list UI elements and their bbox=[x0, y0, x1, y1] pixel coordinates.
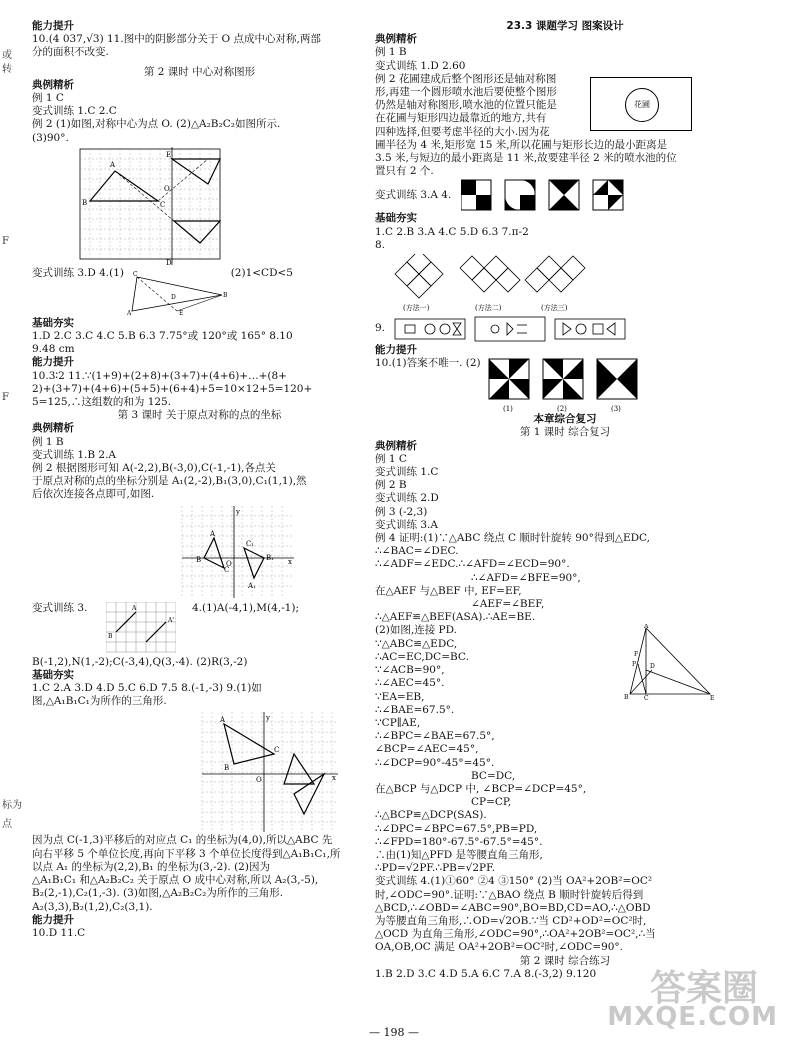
answer-line: ∴PD=√2PF.∴PB=√2PF. bbox=[375, 862, 496, 875]
svg-text:A: A bbox=[644, 624, 649, 631]
svg-text:D: D bbox=[171, 293, 177, 301]
answer-line: 四种选择,但要考虑半径的大小.因为花 bbox=[375, 125, 550, 138]
svg-text:x: x bbox=[288, 557, 292, 566]
svg-text:E: E bbox=[179, 309, 184, 317]
section-heading: 典例精析 bbox=[32, 422, 74, 435]
flower-bed-figure bbox=[590, 77, 692, 131]
answer-line bbox=[375, 178, 755, 212]
pinwheel-patterns-figure bbox=[487, 357, 647, 413]
answer-line: (2)如图,连接 PD. bbox=[375, 624, 457, 637]
answer-line: 变式训练 4.(1)①60° ②4 ③150° (2)当 OA²+2OB²=OC² bbox=[375, 875, 653, 888]
section-heading: 能力提升 bbox=[32, 356, 74, 369]
answer-line: 于原点对称的点的坐标分别是 A₁(2,-2),B₁(3,0),C₁(1,1),然 bbox=[32, 475, 307, 488]
answer-line: 例 1 B bbox=[375, 46, 407, 59]
edge-char: F bbox=[2, 236, 9, 247]
section-heading: 基础夯实 bbox=[32, 316, 74, 329]
svg-text:C: C bbox=[160, 200, 166, 209]
answer-line: 在△AEF 与△BEF 中, EF=EF, bbox=[375, 584, 522, 597]
svg-text:F: F bbox=[634, 651, 639, 659]
svg-text:C: C bbox=[644, 695, 649, 701]
answer-line: ∴∠BAC=∠DEC. bbox=[375, 545, 459, 558]
svg-text:A: A bbox=[210, 529, 216, 538]
left-edge-bleed bbox=[0, 0, 30, 1042]
svg-text:E: E bbox=[710, 695, 715, 701]
svg-text:C: C bbox=[133, 270, 138, 278]
answer-line: 1.D 2.C 3.C 4.C 5.B 6.3 7.75°或 120°或 165° 8.10 bbox=[32, 330, 293, 343]
answer-text: 变式训练 3.A 4. bbox=[375, 188, 452, 201]
answer-line: ∴AC=EC,DC=BC. bbox=[375, 650, 469, 663]
answer-line: 1.C 2.A 3.D 4.D 5.C 6.D 7.5 8.(-1,-3) 9.(1)如 bbox=[32, 682, 262, 695]
answer-line: 时,∠ODC=90°.证明:∵△BAO 绕点 B 顺时针旋转后得到 bbox=[375, 888, 644, 901]
section-heading: 能力提升 bbox=[375, 344, 417, 357]
lesson-title: 第 3 课时 关于原点对称的点的坐标 bbox=[117, 409, 282, 422]
svg-text:C: C bbox=[224, 565, 230, 574]
answer-line: 9.48 cm bbox=[32, 343, 75, 356]
geometry-proof-figure bbox=[620, 624, 720, 700]
svg-text:O: O bbox=[226, 559, 232, 568]
svg-text:B: B bbox=[196, 555, 202, 564]
answer-line: △OCD 为直角三角形,∠ODC=90°,∴OA²+2OB²=OC²,∴当 bbox=[375, 928, 656, 941]
grid-figure-central-symmetry bbox=[32, 147, 367, 265]
edge-char: 转 bbox=[2, 64, 12, 75]
method-label: (方法二) bbox=[475, 304, 502, 313]
edge-char: 或 bbox=[2, 50, 12, 61]
watermark-bottom: MXQE.COM bbox=[607, 1002, 778, 1032]
answer-line: 10.3∶2 11.∵(1+9)+(2+8)+(3+7)+(4+6)+…+(8+ bbox=[32, 369, 287, 382]
section-heading: 能力提升 bbox=[32, 20, 74, 32]
answer-line: 变式训练 1.C bbox=[375, 466, 439, 479]
answer-line: 1.C 2.B 3.A 4.C 5.D 6.3 7.π-2 bbox=[375, 225, 529, 238]
answer-line: 变式训练 1.B 2.A bbox=[32, 448, 117, 461]
answer-line: 因为点 C(-1,3)平移后的对应点 C₁ 的坐标为(4,0),所以△ABC 先 bbox=[32, 834, 333, 847]
svg-text:B: B bbox=[224, 764, 230, 773]
answer-line: ∴由(1)知△PFD 是等腰直角三角形, bbox=[375, 848, 543, 861]
answer-line: 形,再建一个圆形喷水池后要使整个图形 bbox=[375, 86, 557, 99]
watermark-top: 答案圈 bbox=[649, 968, 758, 1009]
answer-line: ∠BCP=∠AEC=45°, bbox=[375, 743, 479, 756]
answer-line: (3)90°. bbox=[32, 131, 69, 144]
svg-text:D: D bbox=[166, 258, 172, 265]
left-column bbox=[32, 20, 367, 940]
answer-line: ∠AEF=∠BEF, bbox=[471, 598, 545, 611]
answer-line: 变式训练 3.A bbox=[375, 518, 438, 531]
svg-text:O: O bbox=[164, 184, 170, 193]
edge-char: 点 bbox=[2, 819, 12, 830]
answer-line: ∴∠AFD=∠BFE=90°, bbox=[471, 571, 581, 584]
answer-line: 变式训练 1.C 2.C bbox=[32, 105, 117, 118]
answer-line: 3.5 米,与短边的最小距离是 11 米,故要建半径 2 米的喷水池的位 bbox=[375, 152, 677, 165]
answer-line: 后依次连接各点即可,如图. bbox=[32, 488, 155, 501]
example-with-figure bbox=[375, 73, 755, 139]
answer-line bbox=[32, 267, 367, 317]
answer-line: 10.D 11.C bbox=[32, 926, 86, 939]
svg-text:O: O bbox=[256, 776, 262, 785]
svg-text:A: A bbox=[132, 604, 137, 612]
answer-line: A₂(3,3),B₂(1,2),C₂(3,1). bbox=[32, 900, 153, 913]
answer-line: 8. bbox=[375, 238, 386, 251]
answer-line: ∵∠ACB=90°, bbox=[375, 664, 445, 677]
pattern-label: (1) bbox=[502, 405, 513, 414]
svg-text:E: E bbox=[166, 150, 172, 159]
section-heading: 典例精析 bbox=[32, 78, 74, 91]
answer-text: 变式训练 3.D 4.(1) bbox=[32, 266, 125, 279]
edge-char: 标为 bbox=[2, 800, 22, 811]
answer-line: ∴∠FPD=180°-67.5°-67.5°=45°. bbox=[375, 835, 543, 848]
right-column bbox=[375, 20, 755, 981]
answer-line: 例 2 根据图形可知 A(-2,2),B(-3,0),C(-1,-1),各点关 bbox=[32, 462, 276, 475]
page-number: — 198 — bbox=[369, 1026, 419, 1039]
answer-text: 变式训练 3. bbox=[32, 601, 88, 614]
svg-text:A: A bbox=[127, 309, 132, 317]
answer-line: ∵△ABC≌△EDC, bbox=[375, 637, 458, 650]
answer-line: 例 1 C bbox=[375, 452, 407, 465]
answer-line: B(-1,2),N(1,-2);C(-3,4),Q(3,-4). (2)R(3,-2) bbox=[32, 655, 248, 668]
answer-line: ∵CP∥AE, bbox=[375, 716, 421, 729]
answer-text: 10.(1)答案不唯一. (2) bbox=[375, 357, 481, 370]
answer-line: 例 2 (1)如图,对称中心为点 O. (2)△A₂B₂C₂如图所示. bbox=[32, 118, 281, 131]
svg-text:D: D bbox=[650, 663, 655, 671]
section-heading: 基础夯实 bbox=[32, 668, 74, 681]
svg-text:C₁: C₁ bbox=[246, 539, 255, 548]
svg-text:A: A bbox=[220, 716, 226, 725]
proof-with-figure bbox=[375, 624, 755, 769]
svg-text:A: A bbox=[110, 160, 116, 169]
svg-text:A₁: A₁ bbox=[248, 581, 256, 590]
svg-text:P: P bbox=[632, 661, 637, 669]
answer-line: 以点 A₁ 的坐标为(2,2),B₁ 的坐标为(3,-2). (2)因为 bbox=[32, 860, 270, 873]
section-heading: 基础夯实 bbox=[375, 212, 417, 225]
answer-line: 向右平移 5 个单位长度,再向下平移 3 个单位长度得到△A₁B₁C₁,所 bbox=[32, 847, 341, 860]
section-heading: 典例精析 bbox=[375, 33, 417, 46]
answer-line: 例 2 B bbox=[375, 479, 407, 492]
answer-line: ∴△AEF≌△BEF(ASA).∴AE=BE. bbox=[375, 611, 536, 624]
answer-line: ∴∠BAE=67.5°. bbox=[375, 703, 455, 716]
answer-text: (2)1<CD<5 bbox=[230, 266, 293, 279]
answer-line: 变式训练 1.D 2.60 bbox=[375, 59, 466, 72]
svg-text:B: B bbox=[108, 632, 113, 640]
answer-line: 例 3 (-2,3) bbox=[375, 505, 428, 518]
answer-line: ∴∠ADF=∠EDC.∴∠AFD=∠ECD=90°. bbox=[375, 558, 570, 571]
answer-line: △BCD,∴∠OBD=∠ABC=90°,BO=BD,CD=AO,∴△OBD bbox=[375, 901, 651, 914]
answer-line: 2)+(3+7)+(4+6)+(5+5)+(6+4)+5=10×12+5=120+ bbox=[32, 382, 313, 395]
section-heading: 典例精析 bbox=[375, 439, 417, 452]
answer-text: 9. bbox=[375, 322, 386, 335]
lesson-title: 第 2 课时 综合练习 bbox=[519, 954, 611, 967]
chapter-review-title: 本章综合复习 bbox=[533, 413, 597, 426]
coordinate-grid-figure bbox=[32, 504, 367, 600]
lesson-title: 第 2 课时 中心对称图形 bbox=[143, 65, 256, 78]
svg-text:C: C bbox=[274, 746, 280, 755]
answer-line: 变式训练 2.D bbox=[375, 492, 439, 505]
method-label: (方法一) bbox=[403, 304, 430, 313]
answer-line: 置只有 2 个. bbox=[375, 165, 434, 178]
answer-line: ∴∠BPC=∠BAE=67.5°, bbox=[375, 730, 495, 743]
pattern-label: (2) bbox=[556, 405, 567, 414]
answer-line: 圃半径为 4 米,矩形宽 15 米,所以花圃与矩形长边的最小距离是 bbox=[375, 138, 668, 151]
answer-line: ∴∠AEC=45°. bbox=[375, 677, 445, 690]
translation-grid-figure bbox=[32, 710, 367, 832]
svg-text:y: y bbox=[266, 714, 270, 723]
answer-line bbox=[375, 357, 755, 413]
section-heading: 能力提升 bbox=[32, 913, 74, 926]
answer-line: ∵EA=EB, bbox=[375, 690, 425, 703]
answer-line: 1.B 2.D 3.C 4.D 5.A 6.C 7.A 8.(-3,2) 9.120 bbox=[375, 967, 597, 980]
svg-text:B: B bbox=[82, 198, 88, 207]
lesson-title: 第 1 课时 综合复习 bbox=[519, 426, 611, 439]
svg-text:y: y bbox=[236, 507, 240, 516]
answer-line: B₂(2,-1),C₂(1,-3). (3)如图,△A₂B₂C₂为所作的三角形. bbox=[32, 887, 284, 900]
pattern-label: (3) bbox=[610, 405, 621, 414]
answer-line: ∴∠DPC=∠BPC=67.5°,PB=PD, bbox=[375, 822, 538, 835]
answer-line: 分的面积不改变. bbox=[32, 46, 109, 59]
answer-line: 例 1 B bbox=[32, 435, 64, 448]
triangle-sketch bbox=[127, 267, 227, 317]
symmetry-shapes-figure bbox=[393, 315, 633, 343]
section-title: 23.3 课题学习 图案设计 bbox=[506, 20, 624, 32]
watermark-logo bbox=[608, 960, 778, 1038]
svg-text:B: B bbox=[624, 694, 629, 701]
answer-line: 图,△A₁B₁C₁为所作的三角形. bbox=[32, 695, 167, 708]
flower-bed-label: 花圃 bbox=[634, 99, 650, 109]
svg-text:A': A' bbox=[168, 616, 174, 624]
answer-line: 例 4 证明:(1)∵△ABC 绕点 C 顺时针旋转 90°得到△EDC, bbox=[375, 532, 651, 545]
answer-line: 在△BCP 与△DCP 中, ∠BCP=∠DCP=45°, bbox=[375, 782, 587, 795]
svg-text:x: x bbox=[332, 774, 336, 783]
answer-line: 在花圃与矩形四边最靠近的地方,共有 bbox=[375, 112, 547, 125]
answer-line: ∴∠DCP=90°-45°=45°. bbox=[375, 756, 495, 769]
answer-line: 为等腰直角三角形,∴OD=√2OB.∵当 CD²+OD²=OC²时, bbox=[375, 914, 647, 927]
svg-text:B: B bbox=[223, 291, 228, 299]
flower-bed-circle bbox=[625, 88, 659, 122]
edge-char: F bbox=[2, 392, 9, 403]
pattern-tiles bbox=[461, 179, 711, 211]
answer-line: △A₁B₁C₁ 和△A₂B₂C₂ 关于原点 O 成中心对称,所以 A₂(3,-5), bbox=[32, 874, 319, 887]
method-label: (方法三) bbox=[541, 304, 568, 313]
answer-line: 例 1 C bbox=[32, 92, 64, 105]
answer-line: ∴△BCP≌△DCP(SAS). bbox=[375, 809, 487, 822]
small-grid-figure bbox=[106, 602, 176, 654]
answer-line: 10.(4 037,√3) 11.图中的阴影部分关于 O 点成中心对称,两部 bbox=[32, 33, 321, 46]
svg-text:B₁: B₁ bbox=[266, 553, 274, 562]
answer-line: BC=DC, bbox=[471, 769, 516, 782]
answer-text: 4.(1)A(-4,1),M(4,-1); bbox=[192, 601, 299, 614]
answer-line: 5=125,∴这组数的和为 125. bbox=[32, 396, 172, 409]
tiling-methods-figure bbox=[375, 254, 755, 312]
answer-line: OA,OB,OC 满足 OA²+2OB²=OC²时,∠ODC=90°. bbox=[375, 941, 624, 954]
answer-line bbox=[32, 602, 367, 656]
answer-line: 仍然是轴对称图形,喷水池的位置只能是 bbox=[375, 99, 557, 112]
answer-line: 例 2 花圃建成后整个图形还是轴对称图 bbox=[375, 72, 557, 85]
answer-line: CP=CP, bbox=[471, 796, 512, 809]
answer-line bbox=[375, 314, 755, 344]
